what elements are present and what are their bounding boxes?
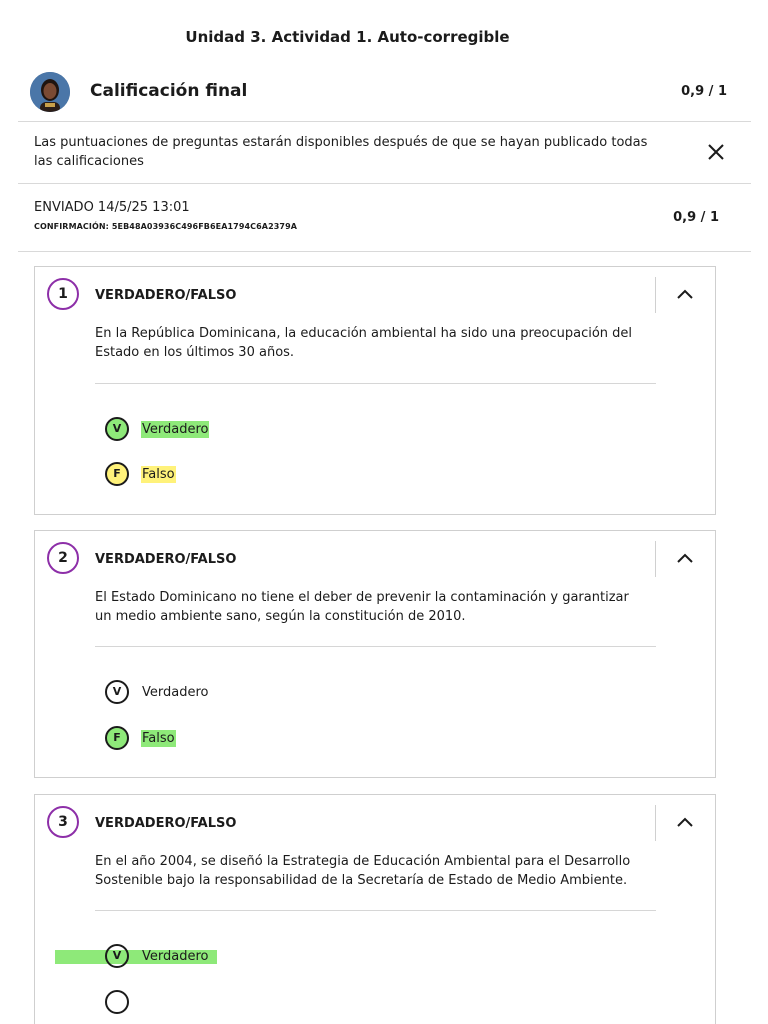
- answer-letter: V: [105, 944, 129, 968]
- question-text: En el año 2004, se diseñó la Estrategia de Educación Ambiental para el Desarrollo Sostenible bajo la responsabilidad de la Secretaría de Estado de Medio Ambiente.: [95, 854, 631, 888]
- answer-letter: V: [105, 680, 129, 704]
- divider: [95, 646, 656, 647]
- notice-text: Las puntuaciones de preguntas estarán disponibles después de que se hayan publicado todas las calificaciones: [34, 135, 648, 169]
- question-type: VERDADERO/FALSO: [95, 552, 237, 567]
- avatar-image: [30, 72, 70, 112]
- answer-option: [105, 944, 209, 968]
- answer-letter: V: [105, 417, 129, 441]
- answer-letter: F: [105, 462, 129, 486]
- answer-letter: F: [105, 726, 129, 750]
- answer-option-partial: [105, 990, 129, 1014]
- answer-label: Verdadero: [142, 948, 209, 964]
- answer-option: [105, 417, 209, 441]
- question-type: VERDADERO/FALSO: [95, 816, 237, 831]
- submission-score: 0,9 / 1: [673, 210, 719, 225]
- answer-letter: [105, 990, 129, 1014]
- question-card: [34, 794, 716, 1024]
- page-title: Unidad 3. Actividad 1. Auto-corregible: [185, 28, 510, 46]
- answer-option: [105, 680, 209, 704]
- divider: [655, 805, 656, 841]
- divider: [655, 541, 656, 577]
- answer-label: Falso: [142, 466, 175, 482]
- confirmation-code: CONFIRMACIÓN: 5EB48A03936C496FB6EA1794C6A2379A: [34, 222, 298, 231]
- divider: [95, 910, 656, 911]
- sent-timestamp: ENVIADO 14/5/25 13:01: [34, 200, 190, 215]
- question-card: [34, 266, 716, 515]
- question-text: En la República Dominicana, la educación ambiental ha sido una preocupación del Estado en los últimos 30 años.: [95, 326, 633, 360]
- final-grade-value: 0,9 / 1: [681, 84, 727, 99]
- question-card: [34, 530, 716, 778]
- submission-info: [18, 184, 751, 252]
- chevron-up-icon[interactable]: [673, 283, 697, 307]
- close-icon[interactable]: [705, 141, 727, 163]
- question-text: El Estado Dominicano no tiene el deber de prevenir la contaminación y garantizar un medio ambiente sano, según la constitución de 2010.: [95, 590, 629, 624]
- answer-option: [105, 462, 176, 486]
- chevron-up-icon[interactable]: [673, 547, 697, 571]
- final-grade-header: [18, 64, 751, 122]
- avatar: [30, 72, 70, 112]
- answer-label: Falso: [142, 730, 175, 746]
- question-number: 2: [47, 542, 79, 574]
- answer-label: Verdadero: [142, 684, 209, 700]
- scores-notice: [18, 122, 751, 184]
- divider: [95, 383, 656, 384]
- question-number: 1: [47, 278, 79, 310]
- question-number: 3: [47, 806, 79, 838]
- chevron-up-icon[interactable]: [673, 811, 697, 835]
- answer-option: [105, 726, 176, 750]
- answer-label: Verdadero: [142, 421, 209, 437]
- question-type: VERDADERO/FALSO: [95, 288, 237, 303]
- divider: [655, 277, 656, 313]
- final-grade-label: Calificación final: [90, 81, 248, 101]
